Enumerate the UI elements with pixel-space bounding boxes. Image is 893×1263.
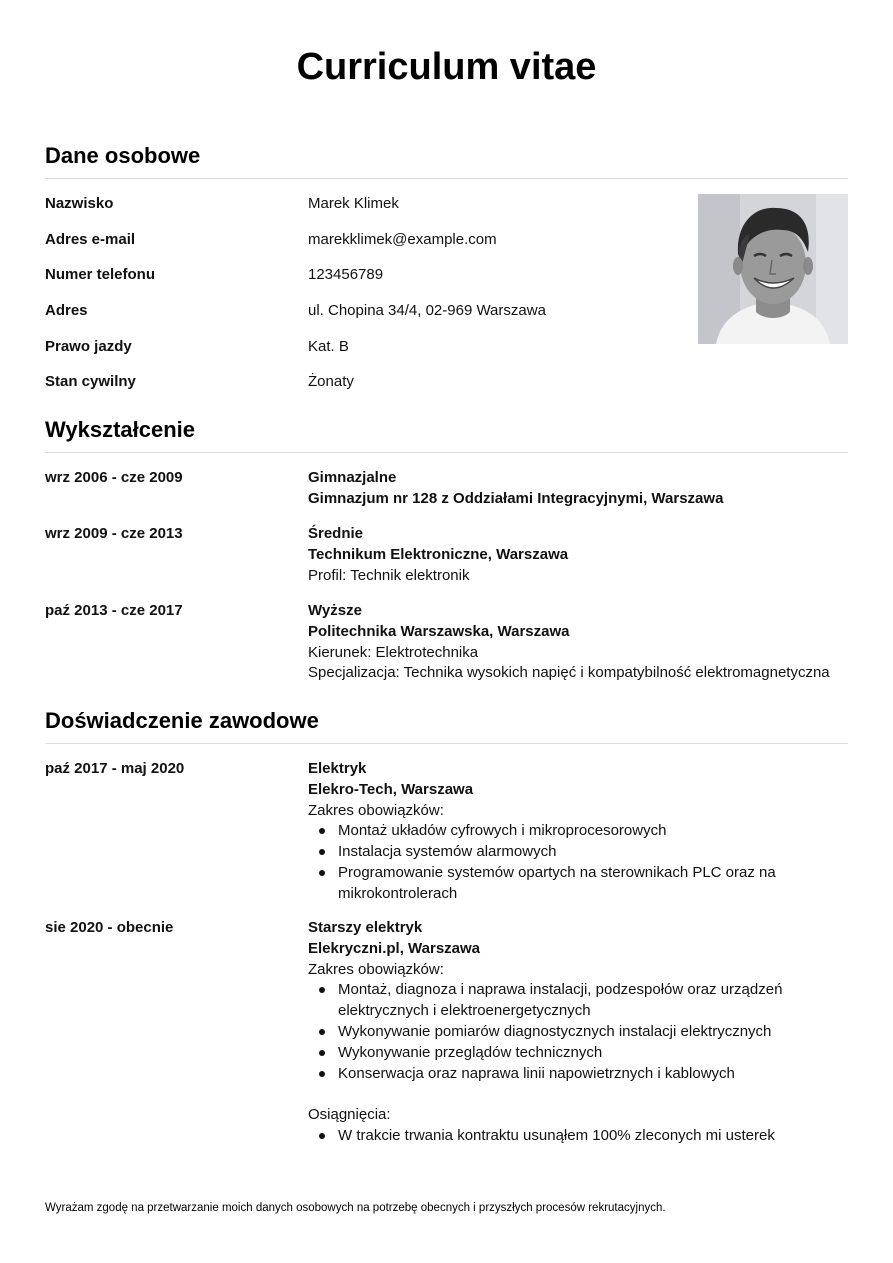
experience-date: paź 2017 - maj 2020	[45, 760, 185, 777]
duties-label: Zakres obowiązków:	[308, 801, 444, 819]
job-position: Starszy elektryk	[308, 919, 423, 936]
marital-status-value: Żonaty	[308, 373, 354, 390]
phone-label: Numer telefonu	[45, 266, 156, 283]
experience-date: sie 2020 - obecnie	[45, 919, 174, 936]
list-item: Montaż, diagnoza i naprawa instalacji, podzespołów oraz urządzeń elektrycznych i elektroenergetycznych	[308, 980, 848, 1022]
phone-value: 123456789	[308, 266, 384, 283]
education-details	[308, 601, 848, 684]
list-item: Konserwacja oraz naprawa linii napowietrznych i kablowych	[308, 1064, 848, 1085]
experience-details	[308, 918, 848, 1147]
education-date: paź 2013 - cze 2017	[45, 602, 183, 619]
page-title: Curriculum vitae	[296, 46, 597, 88]
address-label: Adres	[45, 302, 88, 319]
job-company: Elekryczni.pl, Warszawa	[308, 939, 481, 957]
email-value: marekklimek@example.com	[308, 231, 497, 248]
duties-label: Zakres obowiązków:	[308, 960, 444, 978]
surname-value: Marek Klimek	[308, 195, 399, 212]
driving-license-value: Kat. B	[308, 338, 349, 355]
education-date: wrz 2009 - cze 2013	[45, 525, 183, 542]
education-profile: Profil: Technik elektronik	[308, 566, 470, 584]
education-level: Wyższe	[308, 602, 362, 619]
section-heading-education: Wykształcenie	[45, 417, 848, 453]
education-level: Gimnazjalne	[308, 469, 397, 486]
marital-status-label: Stan cywilny	[45, 373, 136, 390]
education-school: Politechnika Warszawska, Warszawa	[308, 622, 570, 640]
education-field: Kierunek: Elektrotechnika	[308, 643, 479, 661]
email-label: Adres e-mail	[45, 231, 136, 248]
section-heading-personal: Dane osobowe	[45, 143, 848, 179]
list-item: Wykonywanie przeglądów technicznych	[308, 1043, 848, 1064]
education-date: wrz 2006 - cze 2009	[45, 469, 183, 486]
job-position: Elektryk	[308, 760, 367, 777]
section-heading-experience: Doświadczenie zawodowe	[45, 708, 848, 744]
duties-list	[308, 821, 848, 904]
surname-label: Nazwisko	[45, 195, 114, 212]
list-item: Wykonywanie pomiarów diagnostycznych instalacji elektrycznych	[308, 1022, 848, 1043]
education-school: Gimnazjum nr 128 z Oddziałami Integracyjnymi, Warszawa	[308, 489, 724, 507]
gdpr-consent-clause: Wyrażam zgodę na przetwarzanie moich danych osobowych na potrzebę obecnych i przyszłych procesów rekrutacyjnych.	[45, 1202, 666, 1214]
job-company: Elekro-Tech, Warszawa	[308, 780, 474, 798]
education-specialization: Specjalizacja: Technika wysokich napięć i kompatybilność elektromagnetyczna	[308, 664, 830, 682]
driving-license-label: Prawo jazdy	[45, 338, 132, 355]
duties-list	[308, 980, 848, 1084]
experience-details	[308, 759, 848, 905]
list-item: Programowanie systemów opartych na sterownikach PLC oraz na mikrokontrolerach	[308, 863, 848, 905]
list-item: Instalacja systemów alarmowych	[308, 842, 848, 863]
achievements-label: Osiągnięcia:	[308, 1106, 391, 1124]
achievements-list	[308, 1126, 848, 1147]
profile-photo	[698, 194, 848, 344]
education-school: Technikum Elektroniczne, Warszawa	[308, 545, 569, 563]
education-details	[308, 524, 848, 586]
list-item: W trakcie trwania kontraktu usunąłem 100% zleconych mi usterek	[308, 1126, 848, 1147]
list-item: Montaż układów cyfrowych i mikroprocesorowych	[308, 821, 848, 842]
address-value: ul. Chopina 34/4, 02-969 Warszawa	[308, 302, 546, 319]
education-level: Średnie	[308, 525, 364, 542]
education-details	[308, 468, 848, 510]
